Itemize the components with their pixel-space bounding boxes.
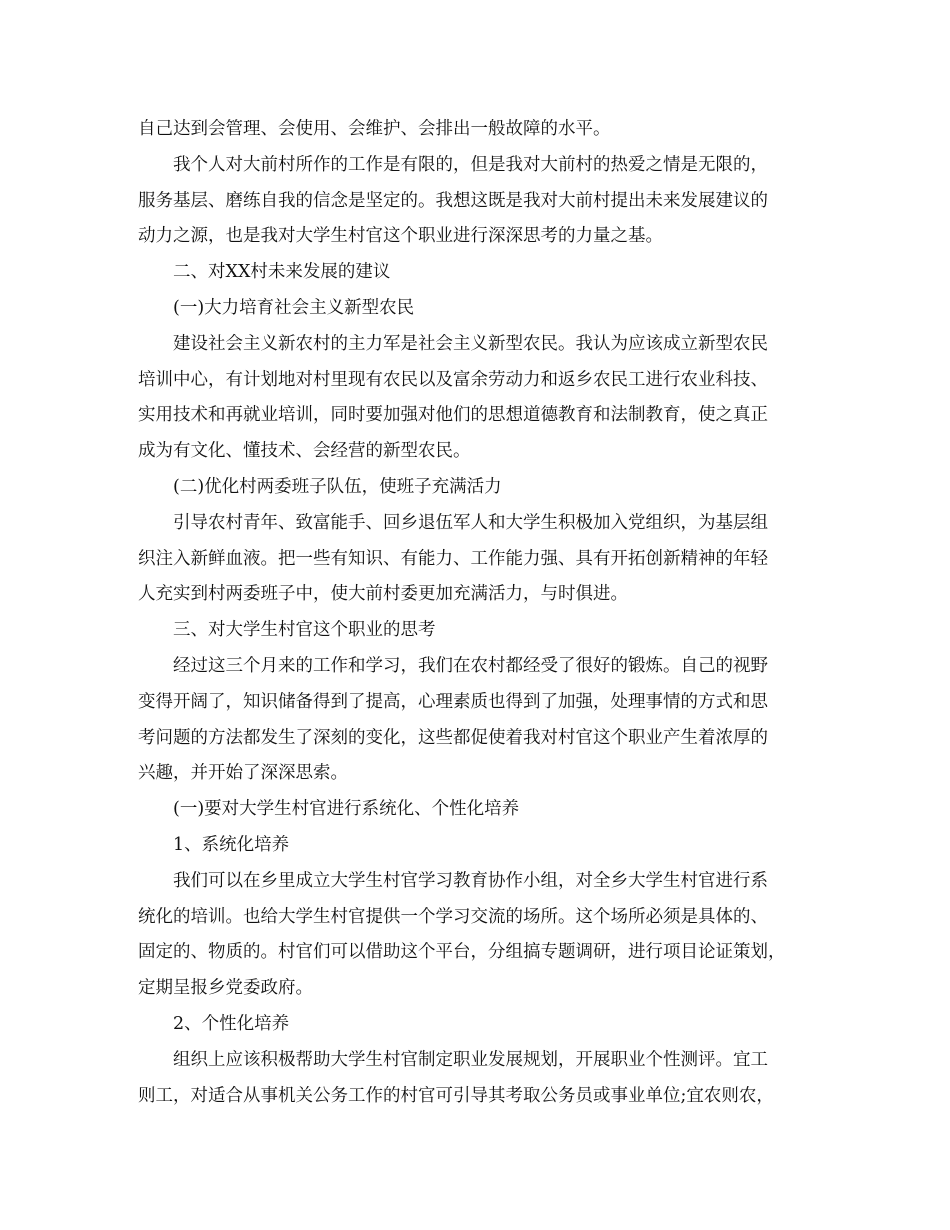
text-line: 动力之源，也是我对大学生村官这个职业进行深深思考的力量之基。 — [138, 226, 663, 247]
document-body — [138, 112, 828, 1114]
numbered-heading: 1、系统化培养 — [173, 834, 290, 855]
text-line: 固定的、物质的。村官们可以借助这个平台，分组搞专题调研，进行项目论证策划， — [138, 942, 786, 963]
text-line: 实用技术和再就业培训，同时要加强对他们的思想道德教育和法制教育，使之真正 — [138, 405, 768, 426]
text-line: 考问题的方法都发生了深刻的变化，这些都促使着我对村官这个职业产生着浓厚的 — [138, 727, 768, 748]
text-line: 兴趣，并开始了深深思索。 — [138, 763, 348, 784]
subsection-heading: (一)大力培育社会主义新型农民 — [173, 297, 415, 318]
section-heading: 三、对大学生村官这个职业的思考 — [173, 620, 436, 641]
text-line: 服务基层、磨练自我的信念是坚定的。我想这既是我对大前村提出未来发展建议的 — [138, 190, 768, 211]
text-line: 统化的培训。也给大学生村官提供一个学习交流的场所。这个场所必须是具体的、 — [138, 906, 768, 927]
paragraph-start-line: 我们可以在乡里成立大学生村官学习教育协作小组，对全乡大学生村官进行系 — [173, 870, 768, 891]
text-line: 则工，对适合从事机关公务工作的村官可引导其考取公务员或事业单位;宜农则农， — [138, 1085, 774, 1106]
paragraph-start-line: 经过这三个月来的工作和学习，我们在农村都经受了很好的锻炼。自己的视野 — [173, 655, 768, 676]
paragraph-start-line: 我个人对大前村所作的工作是有限的，但是我对大前村的热爱之情是无限的， — [173, 154, 768, 175]
subsection-heading: (二)优化村两委班子队伍，使班子充满活力 — [173, 476, 502, 497]
text-line: 定期呈报乡党委政府。 — [138, 978, 313, 999]
numbered-heading: 2、个性化培养 — [173, 1013, 290, 1034]
text-line: 培训中心，有计划地对村里现有农民以及富余劳动力和返乡农民工进行农业科技、 — [138, 369, 768, 390]
section-heading: 二、对XX村未来发展的建议 — [173, 262, 391, 283]
text-line: 自己达到会管理、会使用、会维护、会排出一般故障的水平。 — [138, 119, 611, 139]
text-line: 织注入新鲜血液。把一些有知识、有能力、工作能力强、具有开拓创新精神的年轻 — [138, 548, 768, 569]
text-line: 变得开阔了，知识储备得到了提高，心理素质也得到了加强，处理事情的方式和思 — [138, 691, 768, 712]
paragraph-start-line: 引导农村青年、致富能手、回乡退伍军人和大学生积极加入党组织，为基层组 — [173, 512, 768, 533]
text-line: 成为有文化、懂技术、会经营的新型农民。 — [138, 441, 471, 462]
text-line: 人充实到村两委班子中，使大前村委更加充满活力，与时俱进。 — [138, 584, 628, 605]
subsection-heading: (一)要对大学生村官进行系统化、个性化培养 — [173, 799, 520, 820]
paragraph-start-line: 组织上应该积极帮助大学生村官制定职业发展规划，开展职业个性测评。宜工 — [173, 1049, 768, 1070]
paragraph-start-line: 建设社会主义新农村的主力军是社会主义新型农民。我认为应该成立新型农民 — [173, 333, 768, 354]
